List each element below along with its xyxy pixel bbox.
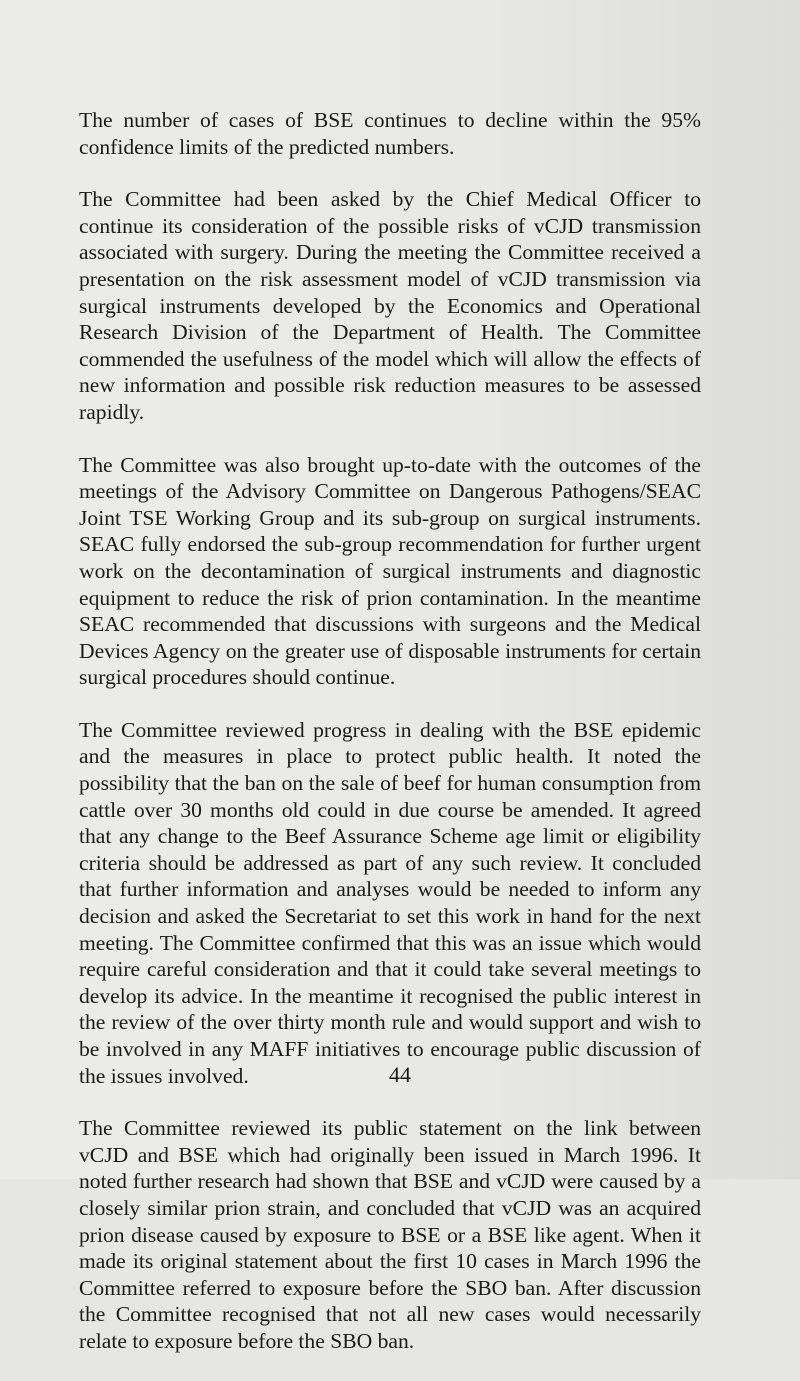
document-body — [79, 107, 701, 1381]
paragraph-bse-cases: The number of cases of BSE continues to decline within the 95% confidence limits of the predicted numbers. — [79, 108, 701, 159]
paragraph-advisory-committee: The Committee was also brought up-to-date with the outcomes of the meetings of the Advisory Committee on Dangerous Pathogens/SEAC Joint TSE Working Group and its sub-group on surgical instruments. SEAC fully endorsed the sub-group recommendation for further urgent work on the decontamination of surgical instruments and diagnostic equipment to reduce the risk of prion contamination. In the meantime SEAC recommended that discussions with surgeons and the Medical Devices Agency on the greater use of disposable instruments for certain surgical procedures should continue. — [79, 452, 701, 690]
page-number: 44 — [389, 1062, 411, 1087]
paragraph-surgery-risk: The Committee had been asked by the Chief Medical Officer to continue its consideration of the possible risks of vCJD transmission associated with surgery. During the meeting the Committee received a presentation on the risk assessment model of vCJD transmission via surgical instruments developed by the Economics and Operational Research Division of the Department of Health. The Committee commended the usefulness of the model which will allow the effects of new information and possible risk reduction measures to be assessed rapidly. — [79, 187, 701, 424]
paragraph-bse-epidemic-review: The Committee reviewed progress in dealing with the BSE epidemic and the measures in place to protect public health. It noted the possibility that the ban on the sale of beef for human consumption from cattle over 30 months old could in due course be amended. It agreed that any change to the Beef Assurance Scheme age limit or eligibility criteria should be addressed as part of any such review. It concluded that further information and analyses would be needed to inform any decision and asked the Secretariat to set this work in hand for the next meeting. The Committee confirmed that this was an issue which would require careful consideration and that it could take several meetings to develop its advice. In the meantime it recognised the public interest in the review of the over thirty month rule and would support and wish to be involved in any MAFF initiatives to encourage public discussion of the issues involved. — [79, 717, 701, 1088]
paragraph-public-statement: The Committee reviewed its public statement on the link between vCJD and BSE which had originally been issued in March 1996. It noted further research had shown that BSE and vCJD were caused by a closely similar prion strain, and concluded that vCJD was an acquired prion disease caused by exposure to BSE or a BSE like agent. When it made its original statement about the first 10 cases in March 1996 the Committee referred to exposure before the SBO ban. After discussion the Committee recognised that not all new cases would necessarily relate to exposure before the SBO ban. — [79, 1116, 701, 1353]
